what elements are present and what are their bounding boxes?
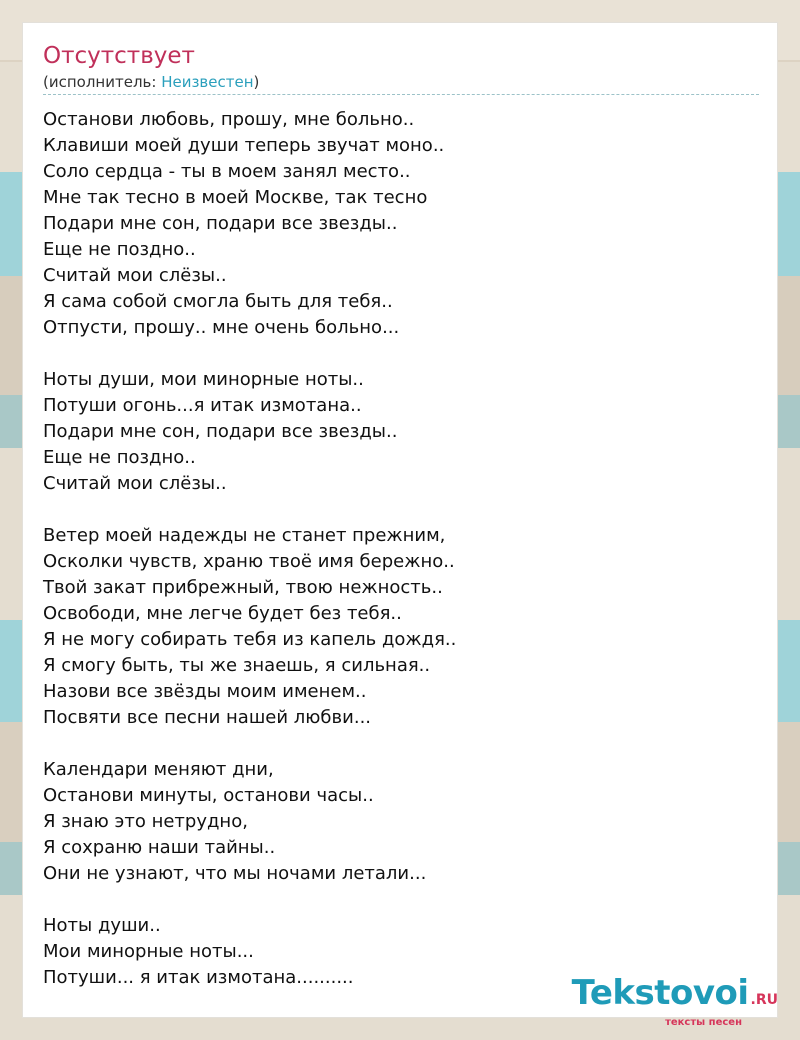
lyric-line: Посвяти все песни нашей любви... bbox=[43, 707, 372, 728]
lyric-line: Считай мои слёзы.. bbox=[43, 265, 227, 286]
verse bbox=[43, 757, 759, 887]
logo-tagline: тексты песен bbox=[665, 1017, 742, 1028]
lyric-line: Мне так тесно в моей Москве, так тесно bbox=[43, 187, 428, 208]
lyric-line: Твой закат прибрежный, твою нежность.. bbox=[43, 577, 443, 598]
verse bbox=[43, 523, 759, 731]
lyric-line: Еще не поздно.. bbox=[43, 447, 196, 468]
title-divider bbox=[43, 94, 759, 95]
lyric-line: Я не могу собирать тебя из капель дождя.. bbox=[43, 629, 457, 650]
lyric-line: Потуши огонь...я итак измотана.. bbox=[43, 395, 362, 416]
song-title: Отсутствует bbox=[43, 43, 195, 69]
lyric-line: Отпусти, прошу.. мне очень больно... bbox=[43, 317, 400, 338]
lyric-line: Останови любовь, прошу, мне больно.. bbox=[43, 109, 415, 130]
lyric-line: Освободи, мне легче будет без тебя.. bbox=[43, 603, 402, 624]
site-logo[interactable] bbox=[568, 973, 778, 1028]
logo-tld: .RU bbox=[750, 992, 778, 1008]
lyric-line: Назови все звёзды моим именем.. bbox=[43, 681, 367, 702]
verse bbox=[43, 107, 759, 341]
lyric-line: Я знаю это нетрудно, bbox=[43, 811, 248, 832]
lyric-line: Потуши... я итак измотана.......... bbox=[43, 967, 354, 988]
lyric-line: Я сама собой смогла быть для тебя.. bbox=[43, 291, 393, 312]
lyric-line: Клавиши моей души теперь звучат моно.. bbox=[43, 135, 445, 156]
lyric-line: Ноты души, мои минорные ноты.. bbox=[43, 369, 364, 390]
lyric-line: Я смогу быть, ты же знаешь, я сильная.. bbox=[43, 655, 431, 676]
lyric-line: Календари меняют дни, bbox=[43, 759, 274, 780]
lyric-line: Осколки чувств, храню твоё имя бережно.. bbox=[43, 551, 455, 572]
lyrics-card bbox=[22, 22, 778, 1028]
lyric-line: Ноты души.. bbox=[43, 915, 161, 936]
artist-prefix: (исполнитель: bbox=[43, 73, 162, 91]
lyric-line: Я сохраню наши тайны.. bbox=[43, 837, 276, 858]
lyric-line: Подари мне сон, подари все звезды.. bbox=[43, 421, 398, 442]
artist-link[interactable]: Неизвестен bbox=[161, 73, 254, 91]
lyric-line: Считай мои слёзы.. bbox=[43, 473, 227, 494]
lyric-line: Мои минорные ноты... bbox=[43, 941, 254, 962]
artist-line bbox=[43, 73, 259, 91]
logo-text: Tekstovoi bbox=[571, 973, 749, 1013]
lyric-line: Соло сердца - ты в моем занял место.. bbox=[43, 161, 411, 182]
lyric-line: Подари мне сон, подари все звезды.. bbox=[43, 213, 398, 234]
lyric-line: Они не узнают, что мы ночами летали... bbox=[43, 863, 427, 884]
lyric-line: Останови минуты, останови часы.. bbox=[43, 785, 374, 806]
lyric-line: Ветер моей надежды не станет прежним, bbox=[43, 525, 446, 546]
artist-suffix: ) bbox=[253, 73, 260, 91]
lyric-line: Еще не поздно.. bbox=[43, 239, 196, 260]
verse bbox=[43, 367, 759, 497]
lyrics-body bbox=[43, 107, 759, 991]
